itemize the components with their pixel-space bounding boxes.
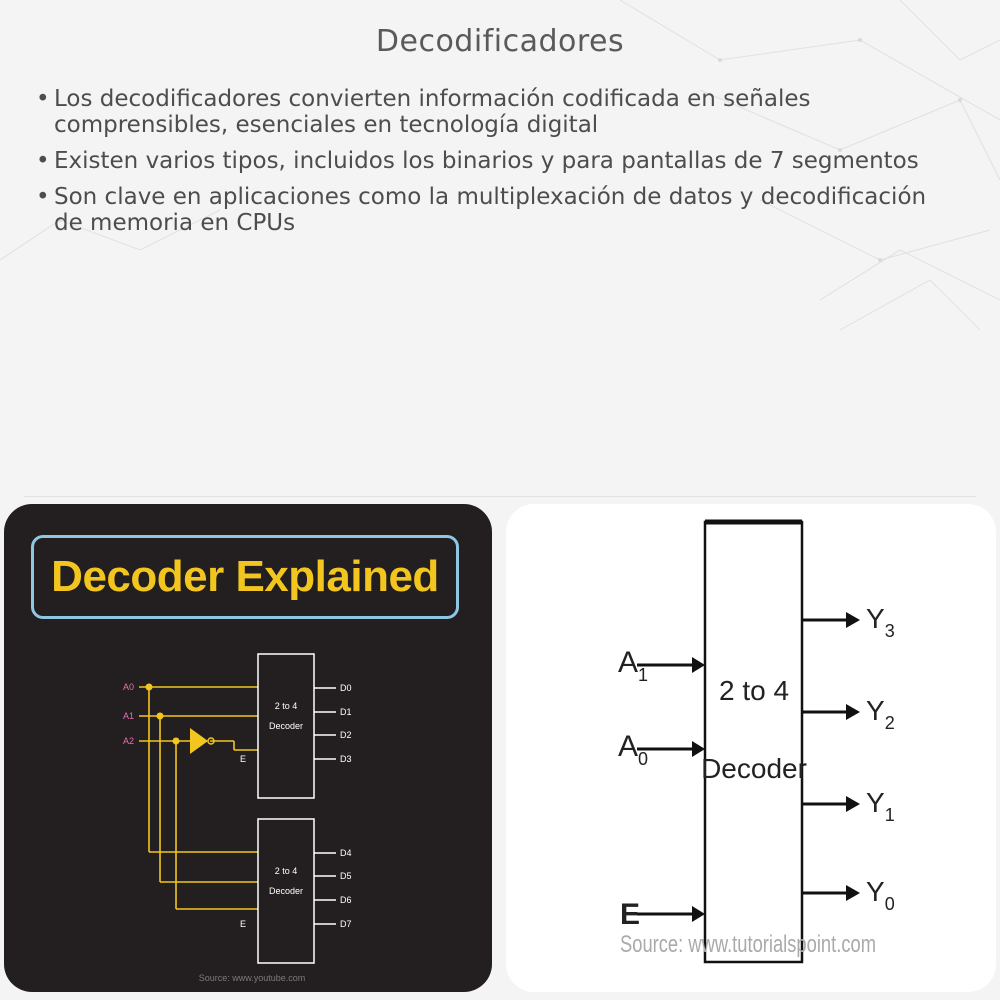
arrow-icon bbox=[692, 657, 705, 673]
not-gate-icon bbox=[190, 728, 208, 754]
output-label-d5: D5 bbox=[340, 871, 352, 881]
left-image-source: Source: www.youtube.com bbox=[198, 973, 306, 983]
bullet-dot: • bbox=[36, 86, 50, 112]
decoder-explained-image bbox=[4, 504, 492, 992]
input-label-a0: A0 bbox=[123, 682, 135, 692]
output-y3-label: $Y_3$ bbox=[866, 603, 895, 641]
bullet-item bbox=[36, 86, 936, 138]
input-a0-label: $A_0$ bbox=[618, 730, 649, 769]
arrow-icon bbox=[846, 704, 860, 720]
decoder-bottom-line1: 2 to 4 bbox=[274, 866, 298, 876]
bullet-text: Son clave en aplicaciones como la multiplexación de datos y decodificación de memoria en CPUs bbox=[54, 184, 927, 236]
enable-label-bottom: E bbox=[240, 919, 247, 929]
bullet-text: Los decodificadores convierten información codificada en señales comprensibles, esenciales en tecnología digital bbox=[54, 86, 811, 138]
decoder-block-diagram-image bbox=[506, 504, 996, 992]
enable-label: E bbox=[620, 898, 641, 931]
bullet-dot: • bbox=[36, 148, 50, 174]
input-label-a2: A2 bbox=[123, 736, 135, 746]
output-label-d6: D6 bbox=[340, 895, 352, 905]
bullet-item bbox=[36, 148, 936, 174]
output-label-d4: D4 bbox=[340, 848, 352, 858]
junction-dot bbox=[146, 684, 153, 691]
decoder-line2: Decoder bbox=[701, 753, 807, 784]
output-label-d0: D0 bbox=[340, 683, 352, 693]
arrow-icon bbox=[692, 906, 705, 922]
output-y0-label: $Y_0$ bbox=[866, 876, 895, 914]
input-label-a1: A1 bbox=[123, 711, 135, 721]
input-a1-label: $A_1$ bbox=[618, 646, 649, 685]
banner-title: Decoder Explained bbox=[51, 552, 439, 601]
decoder-explained-banner bbox=[31, 535, 459, 619]
arrow-icon bbox=[846, 612, 860, 628]
output-y1-label: $Y_1$ bbox=[866, 787, 895, 825]
decoder-top-line1: 2 to 4 bbox=[274, 701, 298, 711]
decoder-block bbox=[705, 522, 802, 962]
decoder-bottom-line2: Decoder bbox=[268, 886, 304, 896]
bullet-list bbox=[36, 86, 936, 246]
circuit-wires bbox=[139, 687, 258, 909]
output-label-d1: D1 bbox=[340, 707, 352, 717]
arrow-icon bbox=[846, 885, 860, 901]
page-title: Decodificadores bbox=[375, 24, 625, 59]
output-label-d7: D7 bbox=[340, 919, 352, 929]
two-to-four-decoder-diagram bbox=[506, 504, 996, 992]
output-y2-label: $Y_2$ bbox=[866, 695, 895, 733]
bullet-dot: • bbox=[36, 184, 50, 210]
output-label-d3: D3 bbox=[340, 754, 352, 764]
bullet-text: Existen varios tipos, incluidos los binarios y para pantallas de 7 segmentos bbox=[54, 148, 919, 174]
section-divider bbox=[24, 496, 976, 497]
decoder-line1: 2 to 4 bbox=[718, 675, 790, 706]
right-image-source: Source: www.tutorialspoint.com bbox=[620, 931, 876, 958]
decoder-top-line2: Decoder bbox=[268, 721, 304, 731]
arrow-icon bbox=[846, 796, 860, 812]
junction-dot bbox=[157, 713, 164, 720]
bullet-item bbox=[36, 184, 936, 236]
junction-dot bbox=[173, 738, 180, 745]
output-label-d2: D2 bbox=[340, 730, 352, 740]
enable-label-top: E bbox=[240, 754, 247, 764]
